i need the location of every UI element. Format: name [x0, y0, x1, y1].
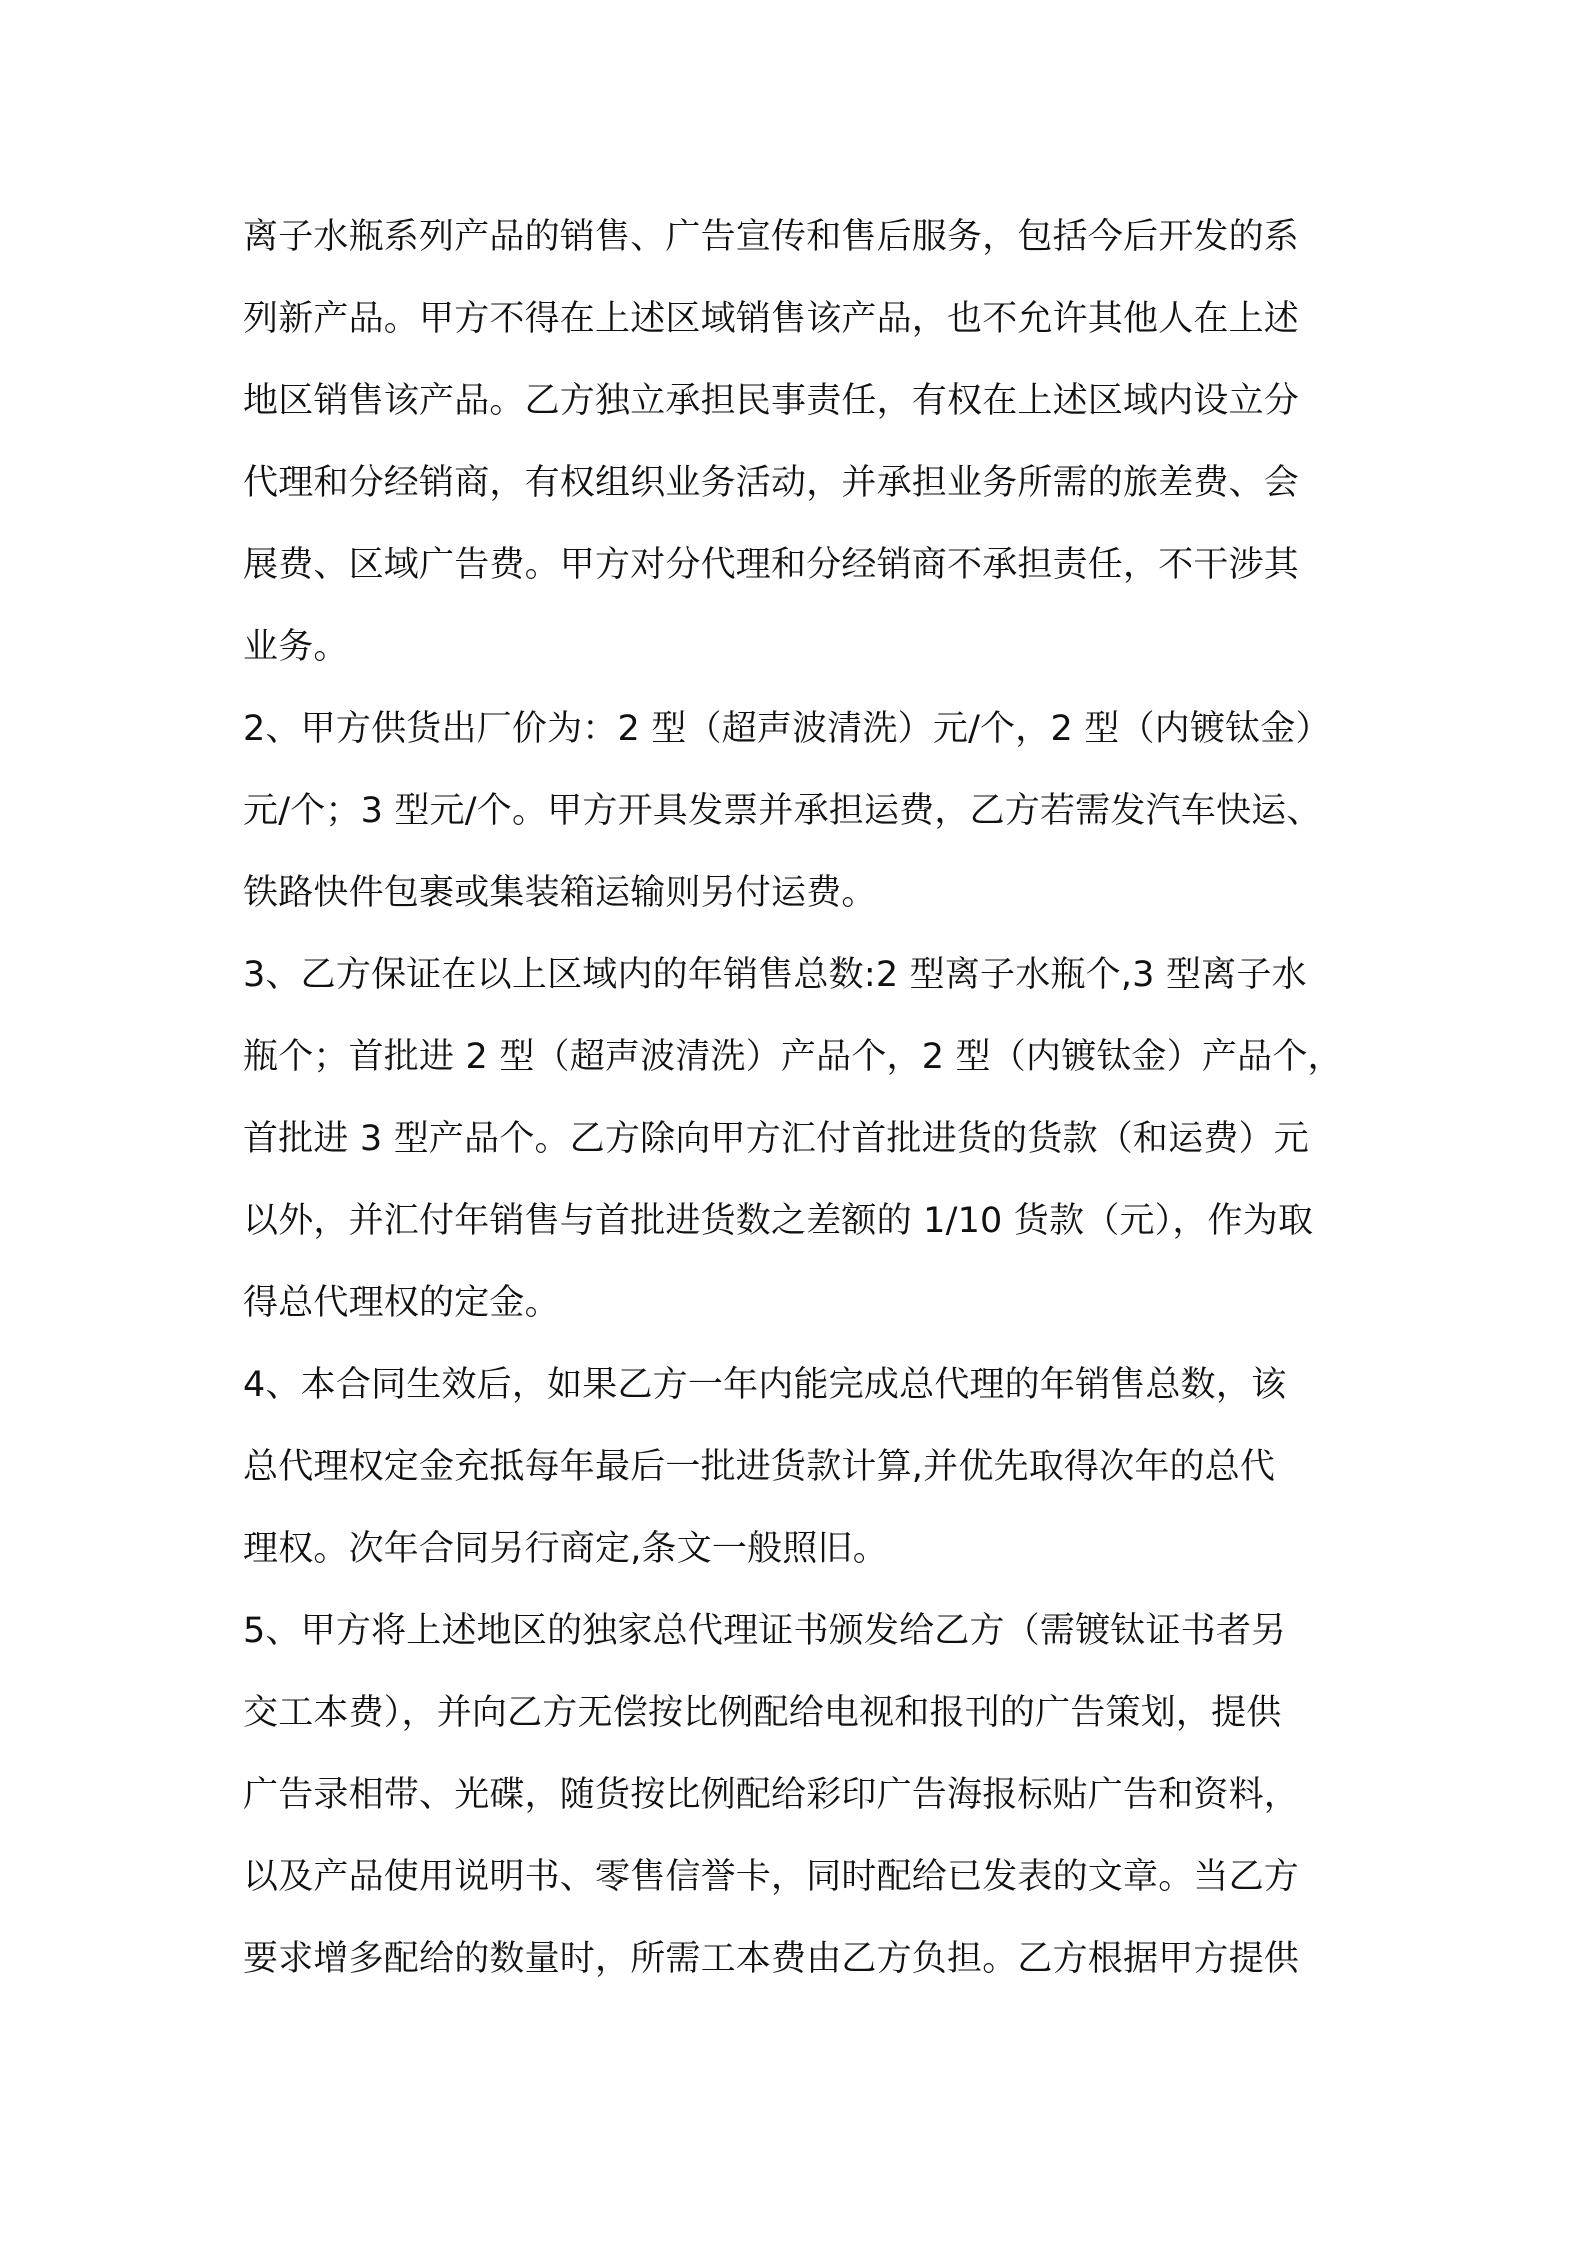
text-line: 展费、区域广告费。甲方对分代理和分经销商不承担责任，不干涉其 [243, 545, 1300, 585]
clause-3-line: 3、乙方保证在以上区域内的年销售总数:2 型离子水瓶个,3 型离子水 [243, 955, 1307, 995]
text-line: 以外，并汇付年销售与首批进货数之差额的 1/10 货款（元），作为取 [243, 1201, 1314, 1241]
contract-body-text [243, 196, 1363, 2000]
text-line: 要求增多配给的数量时，所需工本费由乙方负担。乙方根据甲方提供 [243, 1939, 1300, 1979]
text-line: 交工本费），并向乙方无偿按比例配给电视和报刊的广告策划，提供 [243, 1693, 1282, 1733]
text-line: 总代理权定金充抵每年最后一批进货款计算,并优先取得次年的总代 [243, 1447, 1276, 1487]
text-line: 首批进 3 型产品个。乙方除向甲方汇付首批进货的货款（和运费）元 [243, 1119, 1309, 1159]
text-line: 列新产品。甲方不得在上述区域销售该产品，也不允许其他人在上述 [243, 299, 1300, 339]
clause-4-line: 4、本合同生效后，如果乙方一年内能完成总代理的年销售总数，该 [243, 1365, 1287, 1405]
text-line: 理权。次年合同另行商定,条文一般照旧。 [243, 1529, 888, 1569]
text-line: 广告录相带、光碟，随货按比例配给彩印广告海报标贴广告和资料， [243, 1775, 1300, 1815]
text-line: 地区销售该产品。乙方独立承担民事责任，有权在上述区域内设立分 [243, 381, 1300, 421]
text-line: 元/个；3 型元/个。甲方开具发票并承担运费，乙方若需发汽车快运、 [243, 791, 1322, 831]
clause-5-line: 5、甲方将上述地区的独家总代理证书颁发给乙方（需镀钛证书者另 [243, 1611, 1287, 1651]
text-line: 以及产品使用说明书、零售信誉卡，同时配给已发表的文章。当乙方 [243, 1857, 1300, 1897]
text-line: 瓶个；首批进 2 型（超声波清洗）产品个，2 型（内镀钛金）产品个， [243, 1037, 1343, 1077]
text-line: 铁路快件包裹或集装箱运输则另付运费。 [243, 873, 877, 913]
text-line: 业务。 [243, 627, 349, 667]
text-line: 代理和分经销商，有权组织业务活动，并承担业务所需的旅差费、会 [243, 463, 1300, 503]
clause-2-line: 2、甲方供货出厂价为：2 型（超声波清洗）元/个，2 型（内镀钛金） [243, 709, 1331, 749]
text-line: 离子水瓶系列产品的销售、广告宣传和售后服务，包括今后开发的系 [243, 217, 1300, 257]
text-line: 得总代理权的定金。 [243, 1283, 560, 1323]
